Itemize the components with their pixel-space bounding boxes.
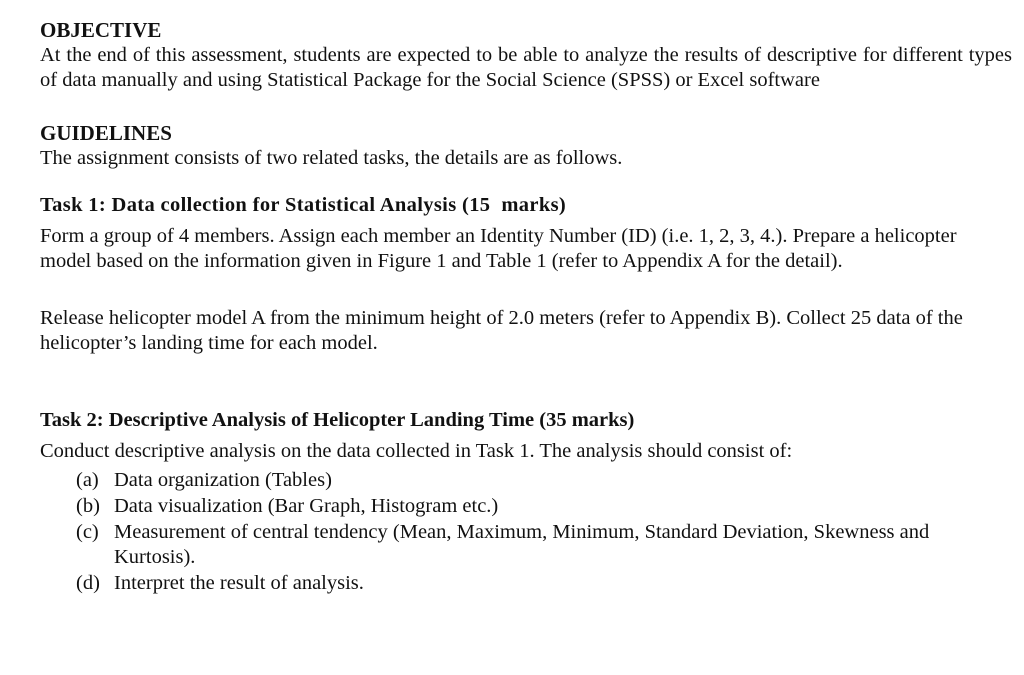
list-item-text: Data organization (Tables) <box>114 469 332 491</box>
objective-section <box>40 18 1012 93</box>
task2-intro: Conduct descriptive analysis on the data collected in Task 1. The analysis should consist of: <box>40 440 793 462</box>
list-item <box>76 494 1012 519</box>
list-item <box>76 520 1012 570</box>
list-item-marker: (c) <box>76 521 99 543</box>
task2-section <box>40 408 1012 596</box>
guidelines-heading: GUIDELINES <box>40 121 172 145</box>
task1-paragraph-1: Form a group of 4 members. Assign each member an Identity Number (ID) (i.e. 1, 2, 3, 4.). Prepare a helicopter model based on the information given in Figure 1 and Table 1 (refer to Appendix A for the detail). <box>40 225 957 272</box>
task1-heading: Task 1: Data collection for Statistical Analysis (15 marks) <box>40 194 567 216</box>
list-item-text: Measurement of central tendency (Mean, Maximum, Minimum, Standard Deviation, Skewness and Kurtosis). <box>114 521 930 568</box>
task2-analysis-list <box>40 468 1012 596</box>
list-item-marker: (b) <box>76 495 100 517</box>
assignment-document <box>40 18 1012 597</box>
task2-heading: Task 2: Descriptive Analysis of Helicopter Landing Time (35 marks) <box>40 409 635 431</box>
list-item <box>76 571 1012 596</box>
list-item-text: Data visualization (Bar Graph, Histogram etc.) <box>114 495 499 517</box>
list-item-marker: (d) <box>76 572 100 594</box>
task1-paragraph-2: Release helicopter model A from the minimum height of 2.0 meters (refer to Appendix B). Collect 25 data of the helicopter’s landing time for each model. <box>40 307 963 354</box>
objective-text: At the end of this assessment, students are expected to be able to analyze the results of descriptive for different types of data manually and using Statistical Package for the Social Science (SPSS) or Excel software <box>40 44 1012 91</box>
list-item <box>76 468 1012 493</box>
guidelines-section <box>40 121 1012 171</box>
guidelines-text: The assignment consists of two related tasks, the details are as follows. <box>40 147 623 169</box>
objective-heading: OBJECTIVE <box>40 18 162 42</box>
task1-section <box>40 193 1012 356</box>
list-item-marker: (a) <box>76 469 99 491</box>
list-item-text: Interpret the result of analysis. <box>114 572 364 594</box>
